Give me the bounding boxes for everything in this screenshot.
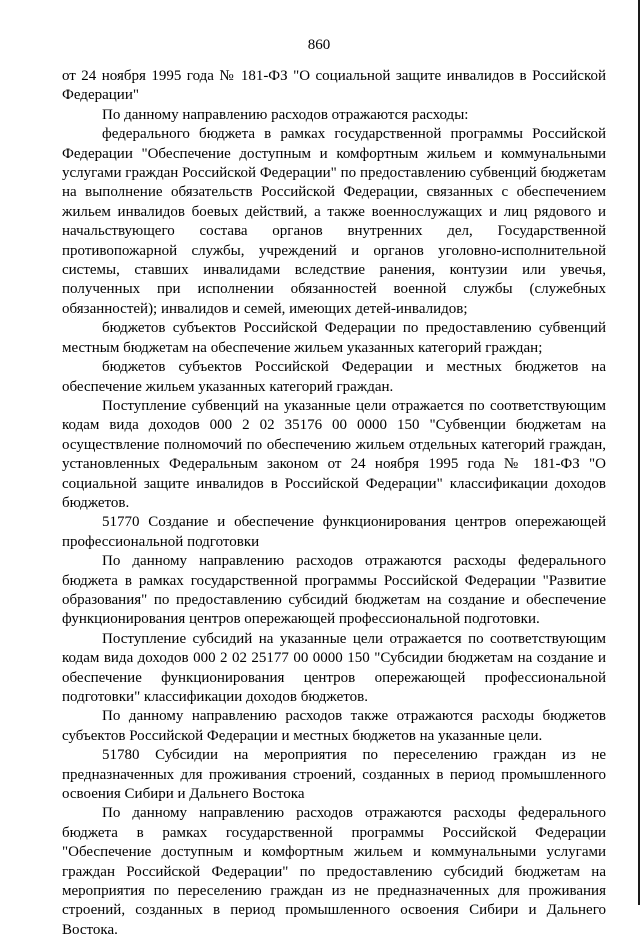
paragraph: федерального бюджета в рамках государственной программы Российской Федерации "Обеспечение доступным и комфортным жильем и коммунальными услугами граждан Российской Федерации" по предоставлению субвенций бюджетам на выполнение обязательств Российской Федерации, связанных с обеспечением жильем инвалидов боевых действий, а также военнослужащих и лиц рядового и начальствующего состава органов внутренних дел, Государственной противопожарной службы, учреждений и органов уголовно-исполнительной системы, ставших инвалидами вследствие ранения, контузии или увечья, полученных при исполнении обязанностей военной службы (служебных обязанностей); инвалидов и семей, имеющих детей-инвалидов; <box>62 126 606 317</box>
paragraph: от 24 ноября 1995 года № 181-ФЗ "О социальной защите инвалидов в Российской Федерации" <box>62 68 606 104</box>
paragraph: бюджетов субъектов Российской Федерации по предоставлению субвенций местным бюджетам на обеспечение жильем указанных категорий граждан; <box>62 320 606 356</box>
paragraph: По данному направлению расходов также отражаются расходы бюджетов субъектов Российской Федерации и местных бюджетов на указанные цели. <box>62 708 606 744</box>
paragraph: 51770 Создание и обеспечение функционирования центров опережающей профессиональной подготовки <box>62 514 606 550</box>
paragraph: 51780 Субсидии на мероприятия по переселению граждан из не предназначенных для проживания строений, созданных в период промышленного освоения Сибири и Дальнего Востока <box>62 747 606 803</box>
paragraph: бюджетов субъектов Российской Федерации и местных бюджетов на обеспечение жильем указанных категорий граждан. <box>62 359 606 395</box>
paragraph: По данному направлению расходов отражаются расходы: <box>102 106 469 123</box>
paragraph: По данному направлению расходов отражаются расходы федерального бюджета в рамках государственной программы Российской Федерации "Обеспечение доступным и комфортным жильем и коммунальными услугами граждан Российской Федерации" по предоставлению субсидий бюджетам на мероприятия по переселению граждан из не предназначенных для проживания строений, созданных в период промышленного освоения Сибири и Дальнего Востока. <box>62 805 606 938</box>
paragraph: Поступление субсидий на указанные цели отражается по соответствующим кодам вида доходов 000 2 02 25177 00 0000 150 "Субсидии бюджетам на создание и обеспечение функционирования центров опережающей профессиональной подготовки" классификации доходов бюджетов. <box>62 630 606 705</box>
paragraph: Поступление субвенций на указанные цели отражается по соответствующим кодам вида доходов 000 2 02 35176 00 0000 150 "Субвенции бюджетам на осуществление полномочий по обеспечению жильем отдельных категорий граждан, установленных Федеральным законом от 24 ноября 1995 года № 181-ФЗ "О социальной защите инвалидов в Российской Федерации" классификации доходов бюджетов. <box>62 397 606 511</box>
paragraph: По данному направлению расходов отражаются расходы федерального бюджета в рамках государственной программы Российской Федерации "Развитие образования" по предоставлению субсидий бюджетам на создание и обеспечение функционирования центров опережающей профессиональной подготовки. <box>62 553 606 628</box>
document-body <box>62 67 606 940</box>
page-number: 860 <box>307 37 331 53</box>
